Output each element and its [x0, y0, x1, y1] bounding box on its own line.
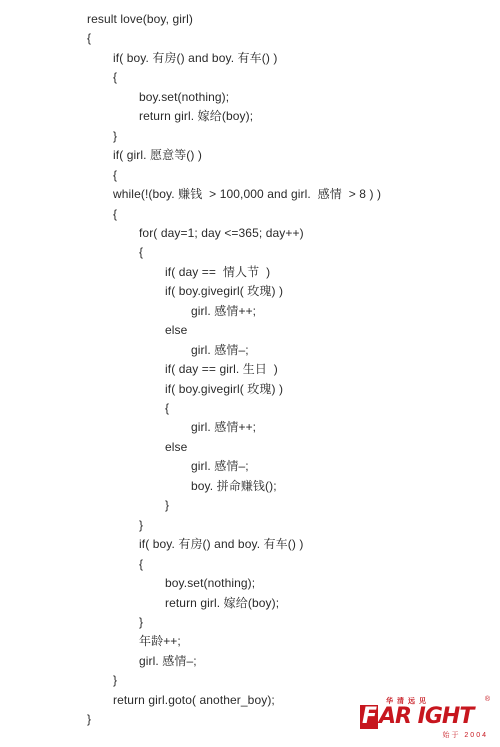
code-line: {: [113, 206, 118, 221]
code-line: return girl. 嫁给(boy);: [139, 109, 254, 124]
code-line: girl. 感情–;: [139, 653, 197, 668]
code-line: else: [165, 323, 188, 338]
code-line: }: [113, 128, 118, 143]
code-line: result love(boy, girl): [87, 12, 194, 26]
code-line: if( boy. 有房() and boy. 有车() ): [113, 50, 278, 65]
code-line: return girl. 嫁给(boy);: [165, 595, 280, 610]
code-line: {: [87, 31, 92, 46]
code-line: girl. 感情++;: [191, 303, 257, 318]
code-line: girl. 感情++;: [191, 420, 257, 435]
code-line: 年龄++;: [139, 634, 181, 649]
code-line: }: [139, 614, 144, 629]
code-line: }: [87, 712, 92, 727]
code-line: return girl.goto( another_boy);: [113, 692, 275, 707]
code-line: if( boy. 有房() and boy. 有车() ): [139, 537, 304, 552]
code-line: boy. 拼命赚钱();: [191, 478, 277, 493]
code-line: girl. 感情–;: [191, 342, 249, 357]
logo-wordmark: [360, 705, 473, 729]
code-line: }: [165, 498, 170, 513]
logo-registered-mark: ®: [484, 696, 490, 703]
code-line: }: [139, 517, 144, 532]
farsight-logo: [360, 696, 492, 742]
code-line: for( day=1; day <=365; day++): [139, 225, 304, 240]
logo-chinese-name: 华清远见: [386, 698, 430, 705]
logo-tagline: 始于 2004: [442, 732, 488, 739]
code-line: if( day == girl. 生日 ): [165, 362, 278, 377]
code-line: boy.set(nothing);: [165, 576, 256, 591]
code-line: if( girl. 愿意等() ): [113, 148, 203, 163]
logo-initial: F: [362, 704, 377, 729]
code-line: {: [165, 401, 170, 415]
code-line: if( boy.givegirl( 玫瑰) ): [165, 381, 284, 396]
code-line: boy.set(nothing);: [139, 89, 230, 104]
code-line: }: [113, 673, 118, 688]
code-line: else: [165, 439, 188, 454]
code-line: girl. 感情–;: [191, 459, 249, 474]
code-line: if( boy.givegirl( 玫瑰) ): [165, 284, 284, 299]
code-line: {: [139, 245, 144, 260]
code-line: if( day == 情人节 ): [165, 264, 271, 279]
code-line: {: [113, 167, 118, 182]
code-line: {: [139, 556, 144, 571]
code-line: while(!(boy. 赚钱 > 100,000 and girl. 感情 > 8 ) ): [113, 187, 382, 202]
logo-wordmark-rest: AR IGHT: [379, 704, 474, 729]
code-line: {: [113, 70, 118, 85]
